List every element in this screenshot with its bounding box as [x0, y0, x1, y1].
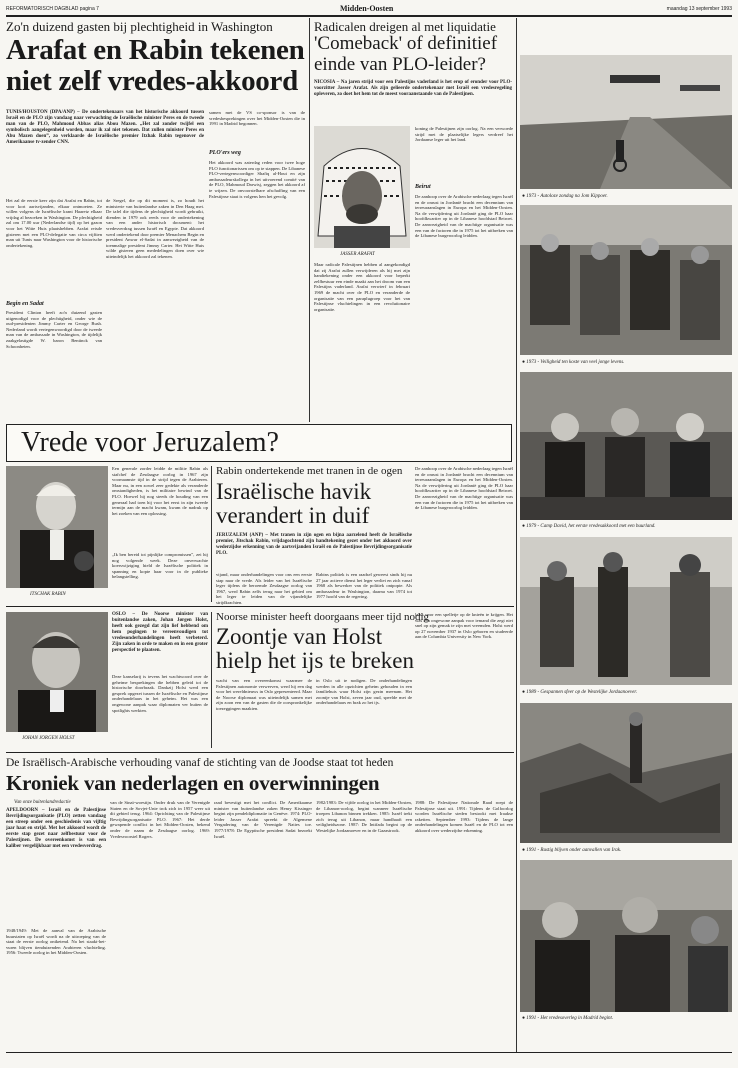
byline: Van onze buitenlandredactie: [14, 800, 71, 805]
article-lead: TUNIS/HOUSTON (DPA/ANP) – De ondertekenaars van het historische akkoord tussen Israël en de PLO zijn vandaag naar verwachting de Israëlische minister Peres en de tweede man van de PLO, Mahmoud Abbas alias Abou Mazen. „Het zal zonder twijfel een symbolisch aangelegenheid worden, maar ik zal niet tekenen. Dat zullen minister Peres en Abu Mazen doen”, zo verklaarde de Israëlische premier Itzhak Rabin tegenover de Amerikaanse tv-zender CNN.: [6, 110, 204, 145]
kicker: Noorse minister heeft doorgaans meer tijd nodig: [216, 611, 430, 623]
photo-bridge: [520, 55, 732, 189]
banner-box: [6, 424, 512, 462]
arafat-portrait-icon: [314, 126, 410, 248]
article-text: de Sregel, die op dit moment is, zo houdt het ministerie van buitenlandse zaken in Den Haag met. De tafel die tijdens de plechtigheid wordt gebruikt, dienden in 1979 ook reeds voor de ondertekening van een ander historisch document: het vredesverdrag tussen Israël en Egypte. Dat akkoord werd ondertekend door premier Menachem Begin en president Anwar el-Sadat in aanwezigheid van de toenmalige president Jimmy Carter. Het Witte Huis wilde gisteren geen mededelingen doen over wie uiteindelijk het akkoord zal tekenen.: [106, 198, 204, 259]
article-lead: OSLO – De Noorse minister van buitenlandse zaken, Johan Jørgen Holst, heeft ook gezegd dat zijn lief hebbend om hem pogingen te vereenvoudigen tot vredesonderhandelingen heeft verbeterd. Zijn zaken in orde te maken en in een groter perspectief te plaatsen.: [112, 612, 208, 653]
column-rule: [211, 466, 212, 602]
article-text: van de Sinaï-woestijn. Onder druk van de Verenigde Staten en de Sovjet-Unie trok zich in 1957 weer uit dit gebied terug. 1964: Oprichting van de Palestijnse Bevrijdingsorganisatie PLO. 1967: Het derde gewapende conflict in het Midden-Oosten, bekend onder de naam de Zesdaagse oorlog. 1969: Vredesvoorstel Rogers.: [110, 800, 210, 839]
article-text: samen met de VS co-sponsor is van de vredesbesprekingen over het Midden-Oosten die in 1991 in Madrid begonnen.: [209, 110, 305, 127]
article-text: Maar radicale Palestijnen hebben al aangekondigd dat zij Arafat zullen verwijderen als hij met zijn handtekening onder een akkoord voor beperkt zelfbestuur een einde maakt aan het droom van een Palestijns vaderland. Arafat verwierf in februari 1969 de macht over de PLO en veranderde de organisatie van een paraplugroep voor het van Palestijnse vluchtelingen in een revolutionaire organisatie.: [314, 262, 410, 312]
headline: verandert in duif: [216, 503, 370, 528]
article-text: Het akkoord was zaterdag reden voor twee hoge PLO functionarissen om op te stappen. De Libanese PLO-vertegenwoordiger Shafiq al-Hout en zijn ambassadeurskollega in het uitvoerend comité van de PLO, Mahmoud Darwisj, zeggen het akkoord af te wijzen. De onvoorstelbare afschaffing van een Palestijnse staat is volgens hen het gevolg.: [209, 160, 305, 199]
article-text: koning de Palestijnen zijn oorlog. Na een verwoede strijd met de plaatselijke legers verdreef het Jordaanse leger uit het land.: [415, 126, 513, 143]
photo-caption: ITSCHAK RABIN: [30, 592, 66, 597]
holst-photo: [6, 612, 108, 732]
photo-caption: ● 1989 - Gespannen sfeer op de Westelijke Jordaanoever.: [522, 690, 637, 695]
photo-caption: ● 1991 - Rustig blijven onder aanvallen van Irak.: [522, 848, 622, 853]
column-rule: [516, 18, 517, 1052]
headline: Zoontje van Holst: [216, 624, 383, 649]
article-text: vijand, maar onderhandelingen voor ons een eerste stap naar de vrede. Als leider van het Israëlische leger tijdens de beroemde Zesdaagse oorlog van 1967, werd Rabin zelfs terug naar het gebied om het leger te leiden van de vijandelijke strijdkrachten.: [216, 572, 312, 605]
photo-caption: ● 1973 - Autoloze zondag na Jom Kippoer.: [522, 194, 608, 199]
photo-soldiers-coffins: [520, 205, 732, 355]
photo-caption: ● 1979 - Camp David, het eerste vredesakkoord met een buurland.: [522, 524, 656, 529]
headline: hielp het ijs te breken: [216, 648, 414, 673]
photo-caption: JASSER ARAFAT: [340, 252, 375, 257]
masthead-rule: [6, 15, 732, 17]
article-text: 1982/1983: De vijfde oorlog in het Midden-Oosten, de Libanon-oorlog, begint wanneer Israëlische troepen Libanon binnen trekken. 1985: Israël trekt zich terug uit Libanon, maar handhaaft een veiligheidszone. 1987: De Intifada begint op de Westelijke Jordaanoever en in de Gazastrook.: [316, 800, 412, 833]
article-text: Rabins politiek is een raadsel geweest sinds hij nu 27 jaar actieve dienst het leger verliet en zich vanaf 1968 als bewerker van de politiek ontpopte. Als ambassadeur in Washington, daarna van 1974 tot 1977 hoofd van de regering.: [316, 572, 412, 600]
article-text: wacht van een overeenkomst waarmee de Palestijnen autonomie verwerven, werd hij een dag voor het wereldnieuws in Oslo gepresenteerd. Maar de Noorse diplomaat was uiteindelijk samen met zijn zoon een van de gasten die de oorspronkelijke toezeggingen maakten.: [216, 678, 312, 711]
bottom-rule: [6, 1052, 732, 1053]
headline: einde van PLO-leider?: [314, 54, 486, 75]
article-lead: JERUZALEM (ANP) – Met tranen in zijn ogen en bijna aarzelend heeft de Israëlische premier, Jitschak Rabin, vrijdagochtend zijn handtekening gezet onder het akkoord over wederzijdse erkenning van de aartsvijanden Israël en de Palestijnse Bevrijdingsorganisatie PLO.: [216, 533, 412, 556]
headline: Kroniek van nederlagen en overwinningen: [6, 771, 380, 795]
article-text: „Ik ben bereid tot pijnlijke compromissen”, zei hij nog volgende week. Deze onverwachte koerswijziging hield de Israëlische politiek in spanning en kopte haar voor in de publieke belangstelling.: [112, 552, 208, 580]
section-rule: [6, 752, 514, 753]
headline: Israëlische havik: [216, 479, 372, 504]
arafat-photo: [314, 126, 410, 248]
masthead: [6, 4, 732, 14]
photo-west-bank: [520, 537, 732, 685]
article-text: Het zal de eerste keer zijn dat Arafat en Rabin, tot voor kort aartsvijanden, elkaar ontmoeten. Ze willen volgens de Israëlische krant Haaretz elkaar vrijdag al bezoeken in Washington. De plechtigheid zal om 17.00 uur (Nederlandse tijd) op het gazon voor het Witte Huis plaatshebben. Arafat reisde gisteren met een PLO-delegatie van circa vijftien man uit Tunis naar Washington voor de historische ondertekening.: [6, 198, 102, 248]
photo-caption: ● 1991 - Het vredesoverleg in Madrid begint.: [522, 1016, 614, 1021]
headline: 'Comeback' of definitief: [314, 33, 498, 54]
kicker: De Israëlisch-Arabische verhouding vanaf de stichting van de Joodse staat tot heden: [6, 757, 394, 769]
photo-madrid-talks: [520, 860, 732, 1012]
masthead-left: REFORMATORISCH DAGBLAD pagina 7: [6, 6, 99, 12]
article-lead: APELDOORN – Israël en de Palestijnse Bevrijdingsorganisatie (PLO) zetten vandaag een streep onder een geschiedenis van vijftig jaar haat en strijd. Met het akkoord wordt de eerste stap gezet naar zelfbestuur voor de Palestijnen. De overeenkomst is van een kaliber vergelijkbaar met een vredesverdrag.: [6, 808, 106, 849]
kicker: Radicalen dreigen al met liquidatie: [314, 19, 496, 34]
article-text: Een generale zorder leidde de militie Rabin als stafchef de Zesdaagse oorlog in 1967 zijn voornaamste tijd in de strijd tegen de Arabieren. Maar nu, in een zowel zeer gedekte als veranderde omstandigheden, is het militaire bewind van de PLO. Hoewel hij nog steeds de houding van een generaal had toen hij voor het eerst in zijn tweede termijn aan de macht kwam, kwam de nadruk op het zoeken van een oplossing.: [112, 466, 208, 516]
article-text: in Oslo uit te nodigen. De onderhandelingen werden in alle opzichten geheim gehouden in een familiehuis waar Holst zijn gezin meenam. Het zoontje van Holst, zeven jaar oud, speelde met de onderhandelaars en brak zo het ijs.: [316, 678, 412, 706]
article-text: raad bevestigt met het conflict. De Amerikaanse minister van buitenlandse zaken Henry Kissinger begint zijn pendeldiplomatie in Genève. 1974: PLO-leider Jasser Arafat spreekt de Algemene Vergadering van de Verenigde Naties toe. 1977/1978: De Egyptische president Sadat bezoekt Israël.: [214, 800, 312, 839]
article-text: De aanhoop over de Arabische nederlaag tegen Israël en de onrust in Jordanië bracht een decennium van terreuraanslagen in Europa en het Midden-Oosten. Na de verwijdering uit Jordanië ging de PLO haar hoofdkwartier op in de Libanese hoofdstad Beiroet. De aanwezigheid van de machtige organisatie was een van de factoren die in 1975 tot het uitbreken van de Libanese burgeroorlog leidden.: [415, 194, 513, 239]
article-text: 1988: De Palestijnse Nationale Raad roept de Palestijnse staat uit. 1991: Tijdens de Golfoorlog worden Israëlische steden bestookt met Iraakse raketten. September 1993: Tijdens de lange onderhandelingen komen Israël en de PLO tot een akkoord over wederzijdse erkenning.: [415, 800, 513, 833]
article-text: laars voor een spelletje op de knieën te krijgen. Het was een ongewone aanpak voor iemand die zegt niet snel op zijn gemak te zijn met vreemden. Holst werd op 27 november 1937 in Oslo geboren en studeerde aan de Columbia University in New York.: [415, 612, 513, 640]
section-title: Midden-Oosten: [340, 4, 394, 13]
kicker: Zo'n duizend gasten bij plechtigheid in Washington: [6, 19, 273, 34]
banner-title: Vrede voor Jeruzalem?: [21, 427, 279, 458]
article-text: 1948/1949: Met de aanval van de Arabische buurstaten op Israël wordt na de uitroeping van de staat de eerste oorlog ontketend. Na het staakt-het-vuren blijven tienduizenden Arabieren vluchteling. 1956: Tweede oorlog in het Midden-Oosten.: [6, 928, 106, 956]
column-rule: [211, 612, 212, 748]
headline: niet zelf vredes-akkoord: [6, 65, 298, 97]
headline: Arafat en Rabin tekenen: [6, 34, 305, 66]
masthead-date: maandag 13 september 1993: [666, 6, 732, 12]
kicker: Rabin ondertekende met tranen in de ogen: [216, 465, 403, 477]
photo-caption: JOHAN JORGEN HOLST: [22, 736, 75, 741]
article-text: President Clinton heeft zo'n duizend gasten uitgenodigd voor de plechtigheid, onder wie de oud-presidenten Jimmy Carter en George Bush. Nederland wordt vertegenwoordigd door de tweede man van de ambassade in Washington, de tijdelijk zaakgelastigde W. baron Bentinck van Schoonheten.: [6, 310, 102, 349]
photo-iraq-attack: [520, 703, 732, 843]
subheading: PLO'ers weg: [209, 150, 241, 156]
column-rule: [309, 18, 310, 422]
article-text: De aanhoop over de Arabische nederlaag tegen Israël en de onrust in Jordanië bracht een decennium van terreuraanslagen in Europa en het Midden-Oosten. Na de verwijdering uit Jordanië ging de PLO haar hoofdkwartier op in de Libanese hoofdstad Beiroet. De aanwezigheid van de machtige organisatie was een van de factoren die in 1975 tot het uitbreken van de Libanese burgeroorlog leidden.: [415, 466, 513, 511]
section-rule: [6, 606, 514, 607]
article-lead: NICOSIA – Na jaren strijd voor een Palestijns vaderland is het erop of eronder voor PLO-voorzitter Jasser Arafat. Als zijn gelieerde ondertekenaar met Israël een vredesregeling opleveren, zo doet het hem tot de meest vooraanstaande van de Palestijnen.: [314, 80, 512, 97]
article-text: Deze kanselarij is tevens het wachtwoord over de geheime besprekingen die hebben geleid tot de historische doorbraak. Dankzij Holst werd een gesprek opgezet tussen de Israëlische en Palestijnse onderhandelaars in het geheim. Het was een ongewone aanpak waar diplomaten ver buiten de spotlights werkten.: [112, 674, 208, 713]
photo-camp-david: [520, 372, 732, 520]
subheading: Begin en Sadat: [6, 301, 44, 307]
subheading: Beirut: [415, 184, 431, 190]
photo-caption: ● 1973 - Veiligheid ten koste van veel jonge levens.: [522, 360, 625, 365]
rabin-photo: [6, 466, 108, 588]
